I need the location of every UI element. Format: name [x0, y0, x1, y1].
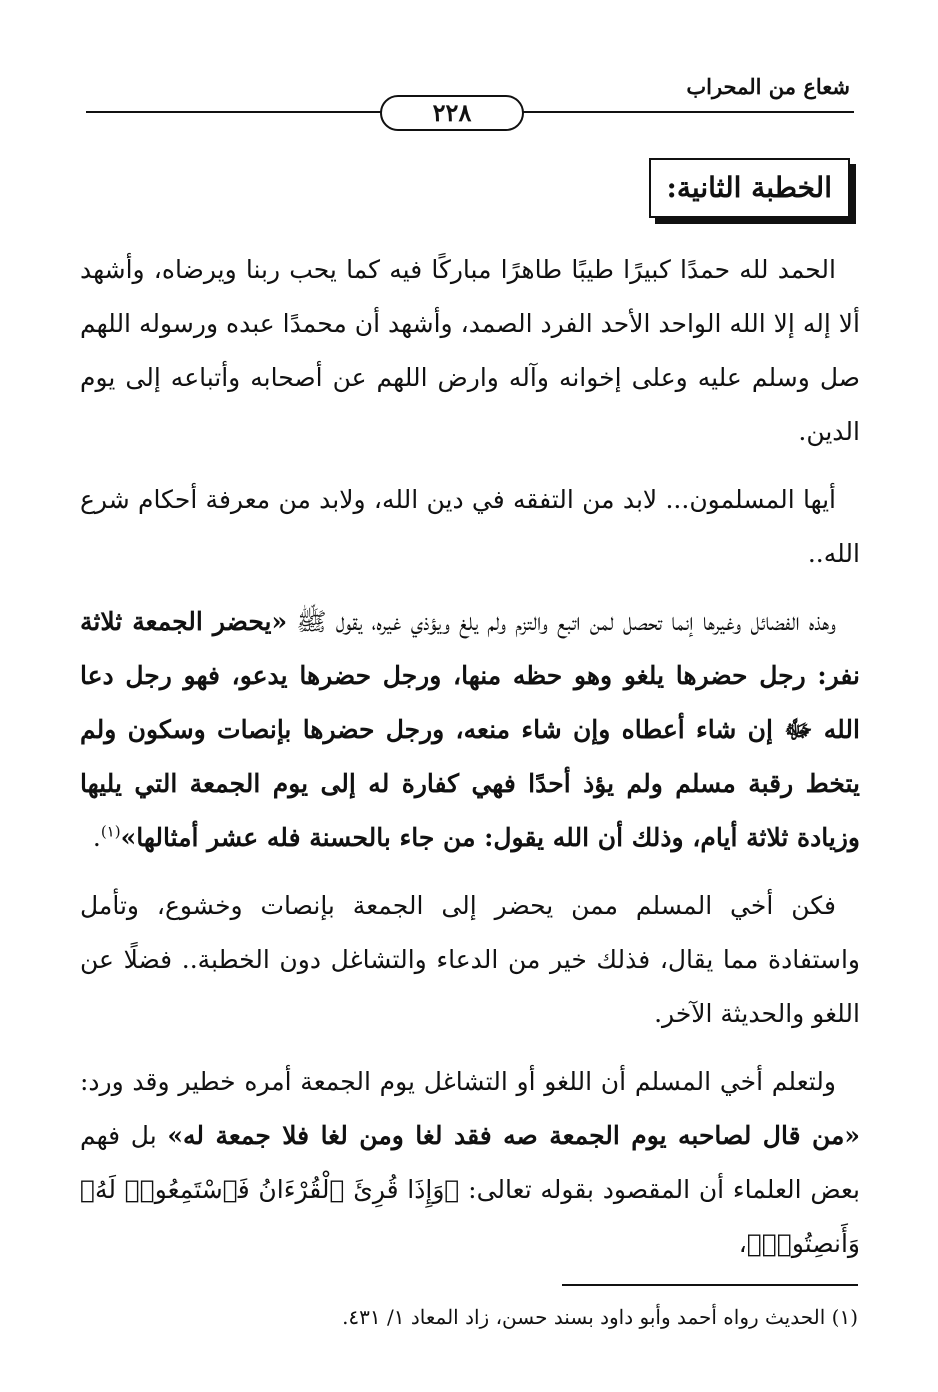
hadith-quote: «يحضر الجمعة ثلاثة نفر: رجل حضرها يلغو وهو حظه منها، ورجل حضرها يدعو، فهو رجل دعا الله ﷻ إن شاء أعطاه وإن شاء منعه، ورجل حضرها بإنصات وسكون ولم يتخط رقبة مسلم ولم يؤذ أحدًا فهي كفارة له إلى يوم الجمعة التي يليها وزيادة ثلاثة أيام، وذلك أن الله يقول: من جاء بالحسنة فله عشر أمثالها»	[80, 607, 860, 852]
paragraph-1-text: الحمد لله حمدًا كبيرًا طيبًا طاهرًا مباركًا فيه كما يحب ربنا ويرضاه، وأشهد ألا إله إلا الله الواحد الأحد الفرد الصمد، وأشهد أن محمدًا عبده ورسوله اللهم صل وسلم عليه وعلى إخوانه وآله وارض اللهم عن أصحابه وأتباعه إلى يوم الدين.	[80, 255, 860, 446]
hadith-quote-2: «من قال لصاحبه يوم الجمعة صه فقد لغا ومن لغا فلا جمعة له»	[167, 1121, 861, 1150]
paragraph-4-text: فكن أخي المسلم ممن يحضر إلى الجمعة بإنصات وخشوع، وتأمل واستفادة مما يقال، فذلك خير من الدعاء والتشاغل دون الخطبة.. فضلًا عن اللغو والحديثة الآخر.	[80, 891, 860, 1028]
footnote: (١) الحديث رواه أحمد وأبو داود بسند حسن، زاد المعاد ١/ ٤٣١.	[342, 1305, 858, 1329]
paragraph-5-intro: ولتعلم أخي المسلم أن اللغو أو التشاغل يوم الجمعة أمره خطير وقد ورد:	[80, 1067, 836, 1096]
paragraph-5-rest: بل فهم بعض العلماء أن المقصود بقوله تعالى: ﴿وَإِذَا قُرِئَ ٱلْقُرْءَانُ فَٱسْتَمِعُوا۟ لَهُۥ وَأَنصِتُوا۟﴾،	[80, 1121, 860, 1258]
paragraph-3: وهذه الفضائل وغيرها إنما تحصل لمن اتبع والتزم ولم يلغ ويؤذي غيره، يقول ﷺ «يحضر الجمعة ثلاثة نفر: رجل حضرها يلغو وهو حظه منها، ورجل حضرها يدعو، فهو رجل دعا الله ﷻ إن شاء أعطاه وإن شاء منعه، ورجل حضرها بإنصات وسكون ولم يتخط رقبة مسلم ولم يؤذ أحدًا فهي كفارة له إلى يوم الجمعة التي يليها وزيادة ثلاثة أيام، وذلك أن الله يقول: من جاء بالحسنة فله عشر أمثالها»$^{(١)}$.	[80, 607, 860, 852]
paragraph-2	[80, 473, 860, 581]
body-text	[80, 243, 860, 1285]
paragraph-5	[80, 1055, 860, 1271]
page-number: ٢٢٨	[380, 95, 524, 131]
section-title: الخطبة الثانية:	[649, 158, 850, 218]
footnote-rule	[562, 1284, 858, 1286]
paragraph-2-text: أيها المسلمون... لابد من التفقه في دين الله، ولابد من معرفة أحكام شرع الله..	[80, 485, 860, 568]
footnote-reference: (١)	[100, 822, 121, 841]
paragraph-1	[80, 243, 860, 459]
paragraph-3-intro: وهذه الفضائل وغيرها إنما تحصل لمن اتبع والتزم ولم يلغ ويؤذي غيره، يقول ﷺ	[287, 607, 836, 636]
running-header-title: شعاع من المحراب	[686, 74, 850, 99]
paragraph-4	[80, 879, 860, 1041]
